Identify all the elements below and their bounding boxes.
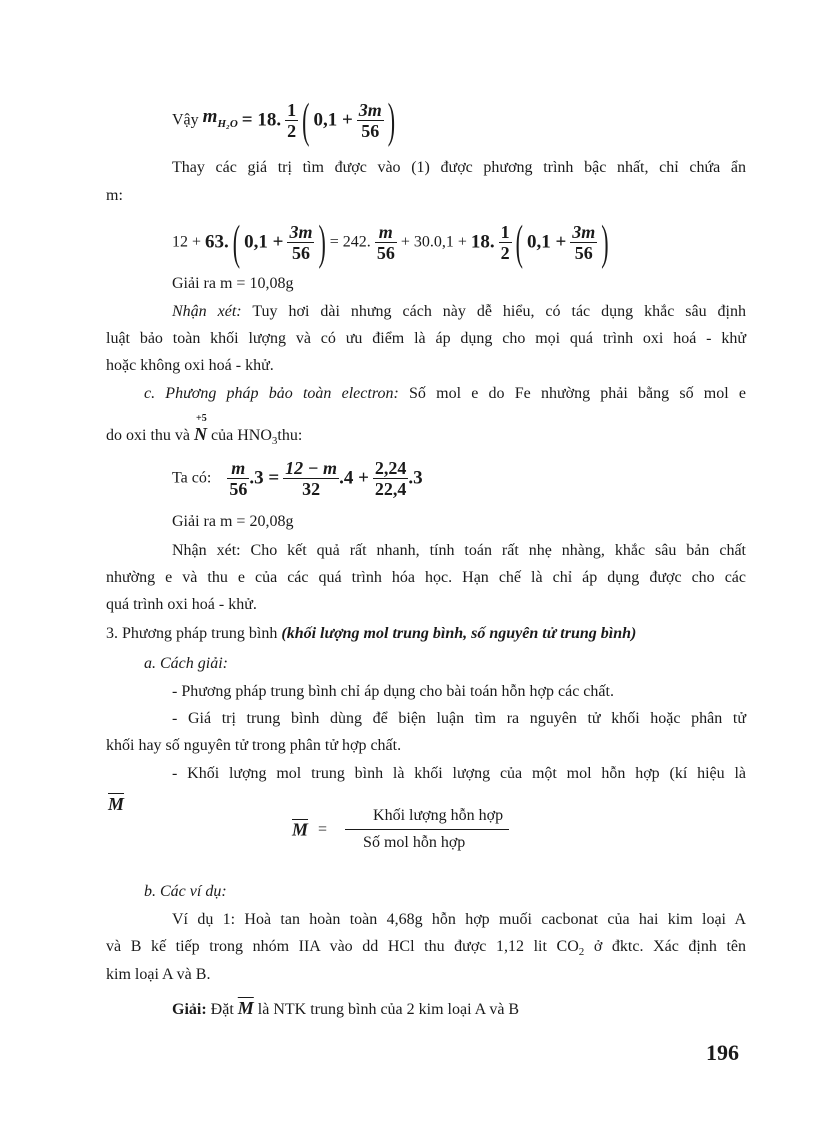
- fraction-3m-56: [357, 100, 384, 141]
- eq2-frac-3m-2: [570, 222, 597, 263]
- eq2-frac-3m-1-num: 3m: [289, 222, 313, 242]
- equation-mass-water: [172, 91, 396, 147]
- subsection-b: b. Các ví dụ:: [144, 883, 227, 900]
- section-c-line1: [144, 384, 746, 404]
- def-denominator: Số mol hỗn hợp: [345, 829, 509, 853]
- page-number: 196: [706, 1040, 739, 1065]
- eq2-half-num: 1: [500, 222, 510, 242]
- example1-line2-a: và B kế tiếp trong nhóm IIA vào dd HCl thu được 1,12 lit CO: [106, 938, 579, 955]
- eq2-inner-1: 0,1 +: [244, 231, 284, 253]
- def-equals: =: [318, 820, 328, 838]
- eq2-paren-close-1: ): [318, 213, 326, 269]
- remark2-line2: nhường e và thu e của các quá trình hóa học. Hạn chế là chỉ áp dụng được cho các: [106, 569, 746, 586]
- result-2: Giải ra m = 20,08g: [172, 513, 294, 530]
- section-3-title: 3. Phương pháp trung bình: [106, 625, 278, 642]
- eq3-56: 56: [229, 479, 248, 499]
- remark1-text-a: Tuy hơi dài nhưng cách này dễ hiểu, có tác dụng khắc sâu định: [252, 303, 746, 320]
- eq2-frac-m56: [375, 222, 397, 263]
- section-c-line2-b: của HNO: [211, 427, 272, 444]
- example1-line2: [106, 937, 746, 962]
- frac-3m-den: 56: [357, 120, 384, 141]
- equation-2: [172, 213, 609, 269]
- remark1-line2: luật bảo toàn khối lượng và có ưu điểm là áp dụng cho mọi quá trình oxi hoá - khử: [106, 330, 746, 347]
- section-c-label: c. Phương pháp bảo toàn electron:: [144, 385, 399, 402]
- remark2-line1: Nhận xét: Cho kết quả rất nhanh, tính toán rất nhẹ nhàng, khắc sâu bản chất: [172, 542, 746, 559]
- def-numerator: Khối lượng hỗn hợp: [373, 807, 504, 824]
- eq2-inner-2: 0,1 +: [526, 231, 567, 253]
- eq3-den3: 22,4: [374, 479, 407, 499]
- eq2-18: 18.: [470, 231, 495, 253]
- equation-3: [172, 458, 423, 499]
- eq2-half-den: 2: [500, 243, 510, 263]
- frac-3m-num: 3m: [358, 100, 382, 120]
- eq3-frac-m56: [227, 458, 249, 499]
- eq2-frac-3m-1-den: 56: [287, 242, 314, 263]
- result-1: Giải ra m = 10,08g: [172, 275, 294, 292]
- section-3-heading: [106, 624, 636, 644]
- eq3-den2: 32: [283, 478, 339, 499]
- solution-line: [172, 998, 519, 1020]
- nitrogen-ox-state: +5: [196, 413, 207, 424]
- eq3-frac-3: [373, 458, 409, 499]
- half-num: 1: [287, 100, 297, 120]
- solution-m-bar: $\overline{M}$: [237, 998, 254, 1018]
- def-m-bar: $\overline{M}$: [292, 819, 309, 840]
- example1-line2-b: ở đktc. Xác định tên: [593, 938, 747, 955]
- paren-close: ): [387, 91, 396, 147]
- bullet-2-line1: - Giá trị trung bình dùng để biện luận tìm ra nguyên tử khối hoặc phân tử: [172, 710, 746, 727]
- section-c-text: Số mol e do Fe nhường phải bằng số mol e: [409, 385, 747, 402]
- def-fraction: [345, 806, 509, 853]
- co2-sub: 2: [578, 946, 585, 959]
- eq2-63: 63.: [205, 231, 229, 253]
- example1-line1: Ví dụ 1: Hoà tan hoàn toàn 4,68g hỗn hợp muối cacbonat của hai kim loại A: [172, 911, 746, 928]
- nitrogen-symbol: N: [194, 424, 207, 444]
- mass-m: m: [202, 106, 218, 128]
- para-substitute-line2: m:: [106, 187, 123, 204]
- eq3-num3: 2,24: [374, 458, 407, 478]
- hno3-sub: 3: [271, 435, 278, 448]
- definition-formula: [292, 806, 509, 853]
- inner-sum: 0,1 +: [313, 109, 353, 131]
- example1-line3: kim loại A và B.: [106, 966, 211, 983]
- ta-co: Ta có:: [172, 469, 212, 487]
- subsection-a: a. Cách giải:: [144, 655, 228, 672]
- solution-text-b: là NTK trung bình của 2 kim loại A và B: [257, 1001, 520, 1018]
- mass-sub: H₂O: [217, 117, 238, 130]
- section-c-line2-c: thu:: [277, 427, 303, 444]
- fraction-half: [285, 100, 298, 141]
- nitrogen-plus5: [194, 413, 207, 446]
- solution-text-a: Đặt: [210, 1001, 234, 1018]
- eq2-frac-half: [499, 222, 512, 263]
- mass-symbol: [202, 106, 238, 130]
- bullet-2-line2: khối hay số nguyên tử trong phân tử hợp chất.: [106, 737, 402, 754]
- eq2-paren-open-1: (: [232, 213, 241, 269]
- paren-open: (: [302, 91, 310, 147]
- eq3-num2: 12 − m: [285, 458, 338, 478]
- eq-a: = 18.: [241, 109, 282, 131]
- word-vay: Vậy: [172, 111, 199, 129]
- half-den: 2: [287, 121, 297, 141]
- eq3-m: m: [231, 458, 246, 478]
- eq3-frac-2: [283, 458, 339, 499]
- remark1-label: Nhận xét:: [172, 303, 242, 320]
- eq2-paren-open-2: (: [515, 213, 523, 269]
- eq2-mid: + 30.0,1 +: [400, 233, 467, 251]
- remark2-line3: quá trình oxi hoá - khử.: [106, 596, 257, 613]
- m-bar-symbol: $\overline{M}$: [108, 794, 125, 814]
- eq2-frac-3m-2-num: 3m: [572, 222, 596, 242]
- solution-label: Giải:: [172, 1001, 207, 1018]
- eq3-3b: .3: [408, 467, 423, 489]
- bullet-1: - Phương pháp trung bình chỉ áp dụng cho bài toán hỗn hợp các chất.: [172, 683, 614, 700]
- remark1-line1: [172, 302, 746, 322]
- eq3-3a: .3 =: [249, 467, 280, 489]
- section-c-line2: [106, 413, 303, 451]
- remark1-line3: hoặc không oxi hoá - khử.: [106, 357, 274, 374]
- eq2-frac-m56-num: m: [378, 222, 393, 242]
- eq2-frac-3m-1: [287, 222, 314, 263]
- eq2-equals: = 242.: [329, 233, 371, 251]
- eq2-12: 12 +: [172, 233, 202, 251]
- eq2-frac-3m-2-den: 56: [570, 242, 597, 263]
- section-3-subtitle: (khối lượng mol trung bình, số nguyên tử trung bình): [281, 625, 637, 642]
- eq3-4: .4 +: [339, 467, 369, 489]
- eq2-frac-m56-den: 56: [376, 243, 395, 263]
- bullet-3-line1: - Khối lượng mol trung bình là khối lượng của một mol hỗn hợp (kí hiệu là: [172, 765, 746, 782]
- eq2-paren-close-2: ): [601, 213, 609, 269]
- para-substitute-line1: Thay các giá trị tìm được vào (1) được phương trình bậc nhất, chỉ chứa ẩn: [172, 159, 746, 176]
- section-c-line2-a: do oxi thu và: [106, 427, 190, 444]
